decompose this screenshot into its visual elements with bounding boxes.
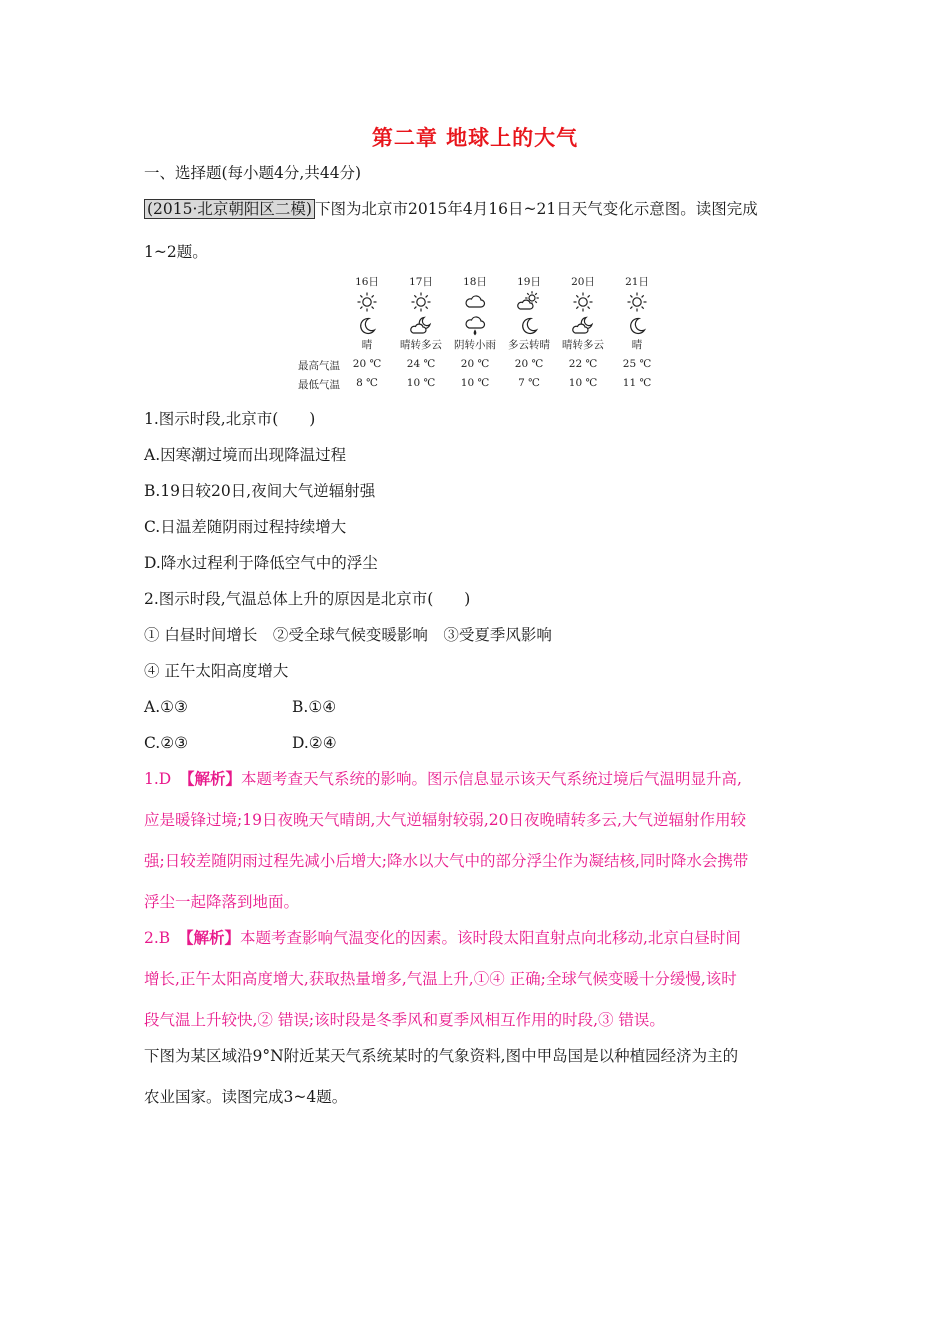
sun-icon	[571, 291, 595, 313]
high-temp-value: 20 ℃	[514, 358, 544, 370]
high-temp-value: 20 ℃	[352, 358, 382, 370]
q1-option-a: A.因寒潮过境而出现降温过程	[144, 446, 347, 464]
low-temp-value: 7 ℃	[518, 377, 540, 389]
q1-stem: 1.图示时段,北京市( )	[144, 410, 316, 428]
low-temp-value: 10 ℃	[568, 377, 598, 389]
sun-icon	[625, 291, 649, 313]
weather-description: 晴转多云	[400, 339, 442, 351]
answer-1-line-3: 强;日较差随阴雨过程先减小后增大;降水以大气中的部分浮尘作为凝结核,同时降水会携带	[144, 852, 749, 870]
sun-icon	[355, 291, 379, 313]
q2-items-line-1: ① 白昼时间增长 ②受全球气候变暖影响 ③受夏季风影响	[144, 626, 552, 644]
moon-icon	[625, 315, 649, 337]
weather-date: 19日	[517, 276, 541, 288]
answer-2-text-1: 本题考查影响气温变化的因素。该时段太阳直射点向北移动,北京白昼时间	[239, 929, 741, 947]
q2-items-line-2: ④ 正午太阳高度增大	[144, 662, 289, 680]
light-rain-icon	[463, 315, 487, 337]
answer-2-line-2: 增长,正午太阳高度增大,获取热量增多,气温上升,①④ 正确;全球气候变暖十分缓慢,该时	[144, 970, 737, 988]
source-label: (2015·北京朝阳区二模)	[144, 199, 315, 219]
answer-2-line-1	[144, 928, 741, 948]
weather-date: 16日	[355, 276, 379, 288]
weather-date: 20日	[571, 276, 595, 288]
q2-stem: 2.图示时段,气温总体上升的原因是北京市( )	[144, 590, 471, 608]
high-temp-value: 20 ℃	[460, 358, 490, 370]
low-temp-label: 最低气温	[298, 379, 340, 391]
weather-description: 多云转晴	[508, 339, 550, 351]
moon-icon	[355, 315, 379, 337]
q2-option-d: D.②④	[292, 734, 337, 752]
low-temp-value: 8 ℃	[356, 377, 378, 389]
partly-cloudy-night-icon	[571, 315, 595, 337]
weather-description: 阴转小雨	[454, 339, 496, 351]
answer-1-tag: 【解析】	[186, 769, 241, 788]
intro-line-2: 1~2题。	[144, 243, 208, 261]
low-temp-value: 10 ℃	[406, 377, 436, 389]
q1-option-c: C.日温差随阴雨过程持续增大	[144, 518, 347, 536]
q2-option-a: A.①③	[144, 698, 188, 716]
moon-icon	[517, 315, 541, 337]
answer-2-line-3: 段气温上升较快,② 错误;该时段是冬季风和夏季风相互作用的时段,③ 错误。	[144, 1011, 665, 1029]
answer-1-line-2: 应是暖锋过境;19日夜晚天气晴朗,大气逆辐射较弱,20日夜晚晴转多云,大气逆辐射作用较	[144, 811, 746, 829]
q1-option-d: D.降水过程利于降低空气中的浮尘	[144, 554, 378, 572]
weather-description: 晴	[361, 339, 373, 351]
partly-cloudy-day-icon	[517, 291, 541, 313]
partly-cloudy-night-icon	[409, 315, 433, 337]
q2-option-b: B.①④	[292, 698, 337, 716]
q1-option-b: B.19日较20日,夜间大气逆辐射强	[144, 482, 376, 500]
weather-description: 晴转多云	[562, 339, 604, 351]
cloud-icon	[463, 291, 487, 313]
high-temp-value: 25 ℃	[622, 358, 652, 370]
high-temp-value: 22 ℃	[568, 358, 598, 370]
intro-line-1	[144, 199, 758, 219]
weather-date: 17日	[409, 276, 433, 288]
weather-description: 晴	[631, 339, 643, 351]
answer-2-tag: 【解析】	[185, 928, 240, 947]
low-temp-value: 10 ℃	[460, 377, 490, 389]
weather-date: 18日	[463, 276, 487, 288]
sun-icon	[409, 291, 433, 313]
answer-2-number: 2.B	[144, 929, 171, 947]
answer-1-text-1: 本题考查天气系统的影响。图示信息显示该天气系统过境后气温明显升高,	[241, 770, 742, 788]
next-intro-line-2: 农业国家。读图完成3~4题。	[144, 1088, 348, 1106]
q2-option-c: C.②③	[144, 734, 189, 752]
chapter-title: 第二章 地球上的大气	[371, 125, 579, 150]
section-heading: 一、选择题(每小题4分,共44分)	[144, 164, 362, 182]
weather-figure	[296, 270, 656, 395]
high-temp-label: 最高气温	[298, 360, 340, 372]
weather-date: 21日	[625, 276, 649, 288]
next-intro-line-1: 下图为某区域沿9°N附近某天气系统某时的气象资料,图中甲岛国是以种植园经济为主的	[144, 1047, 739, 1065]
low-temp-value: 11 ℃	[622, 377, 652, 389]
intro-text-1: 下图为北京市2015年4月16日~21日天气变化示意图。读图完成	[314, 200, 758, 218]
high-temp-value: 24 ℃	[406, 358, 436, 370]
answer-1-line-4: 浮尘一起降落到地面。	[144, 893, 300, 911]
answer-1-line-1	[144, 769, 742, 789]
answer-1-number: 1.D	[144, 770, 172, 788]
